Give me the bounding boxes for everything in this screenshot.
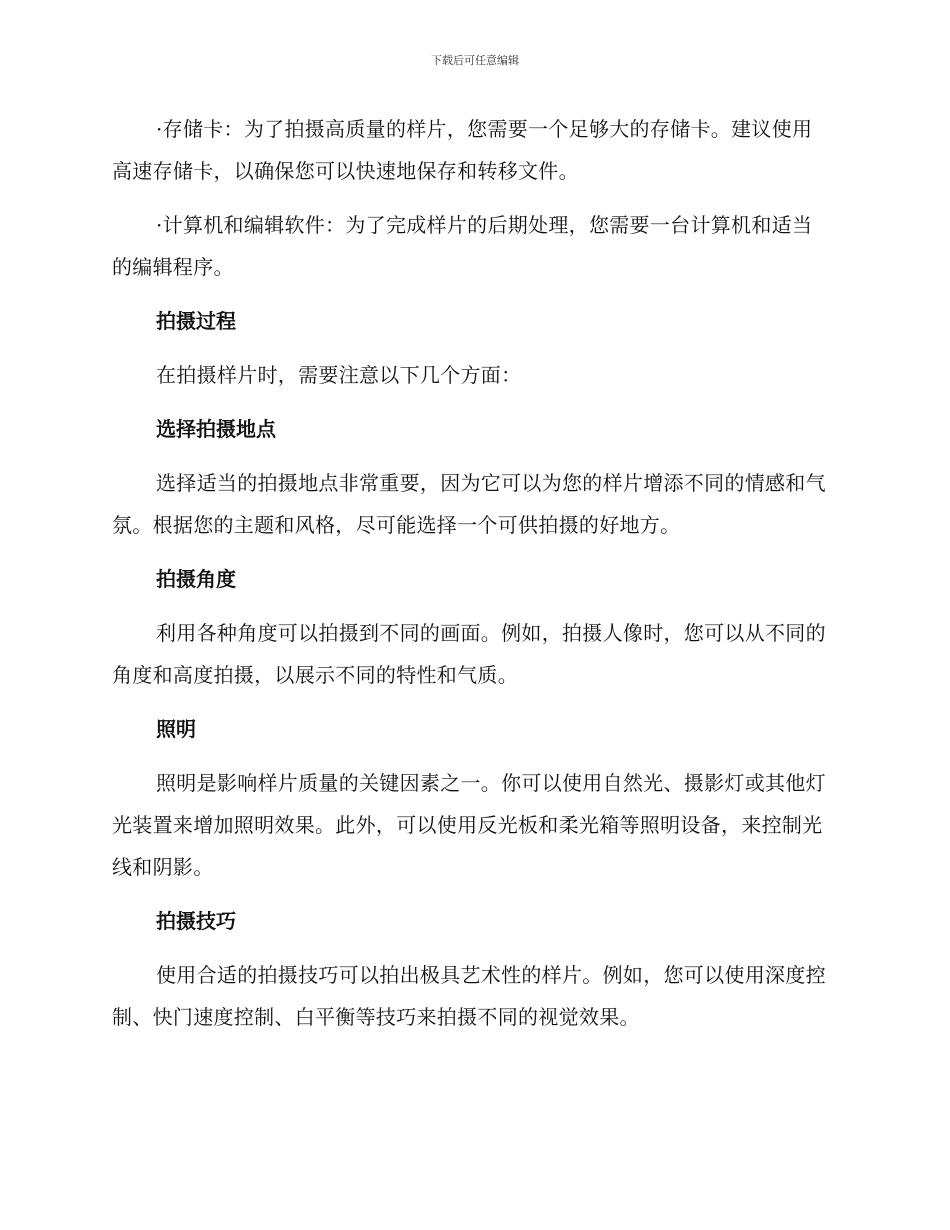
heading-shooting-process: 拍摄过程 (156, 309, 236, 333)
document-body (112, 108, 832, 1050)
paragraph-shooting-angle: 利用各种角度可以拍摄到不同的画面。例如，拍摄人像时，您可以从不同的角度和高度拍摄，以展示不同的特性和气质。 (112, 621, 826, 687)
heading-lighting: 照明 (156, 717, 196, 741)
paragraph-choose-location: 选择适当的拍摄地点非常重要，因为它可以为您的样片增添不同的情感和气氛。根据您的主题和风格，尽可能选择一个可供拍摄的好地方。 (112, 471, 826, 537)
bullet-storage-card: ·存储卡：为了拍摄高质量的样片，您需要一个足够大的存储卡。建议使用高速存储卡，以确保您可以快速地保存和转移文件。 (112, 117, 813, 183)
bullet-computer-software: ·计算机和编辑软件：为了完成样片的后期处理，您需要一台计算机和适当的编辑程序。 (112, 213, 813, 279)
page-header: 下载后可任意编辑 (431, 54, 519, 67)
paragraph-shooting-process: 在拍摄样片时，需要注意以下几个方面： (156, 363, 522, 387)
heading-shooting-technique: 拍摄技巧 (156, 909, 236, 933)
paragraph-shooting-technique: 使用合适的拍摄技巧可以拍出极具艺术性的样片。例如，您可以使用深度控制、快门速度控制、白平衡等技巧来拍摄不同的视觉效果。 (112, 963, 826, 1029)
paragraph-lighting: 照明是影响样片质量的关键因素之一。你可以使用自然光、摄影灯或其他灯光装置来增加照明效果。此外，可以使用反光板和柔光箱等照明设备，来控制光线和阴影。 (112, 771, 826, 879)
heading-choose-location: 选择拍摄地点 (156, 417, 276, 441)
heading-shooting-angle: 拍摄角度 (156, 567, 236, 591)
